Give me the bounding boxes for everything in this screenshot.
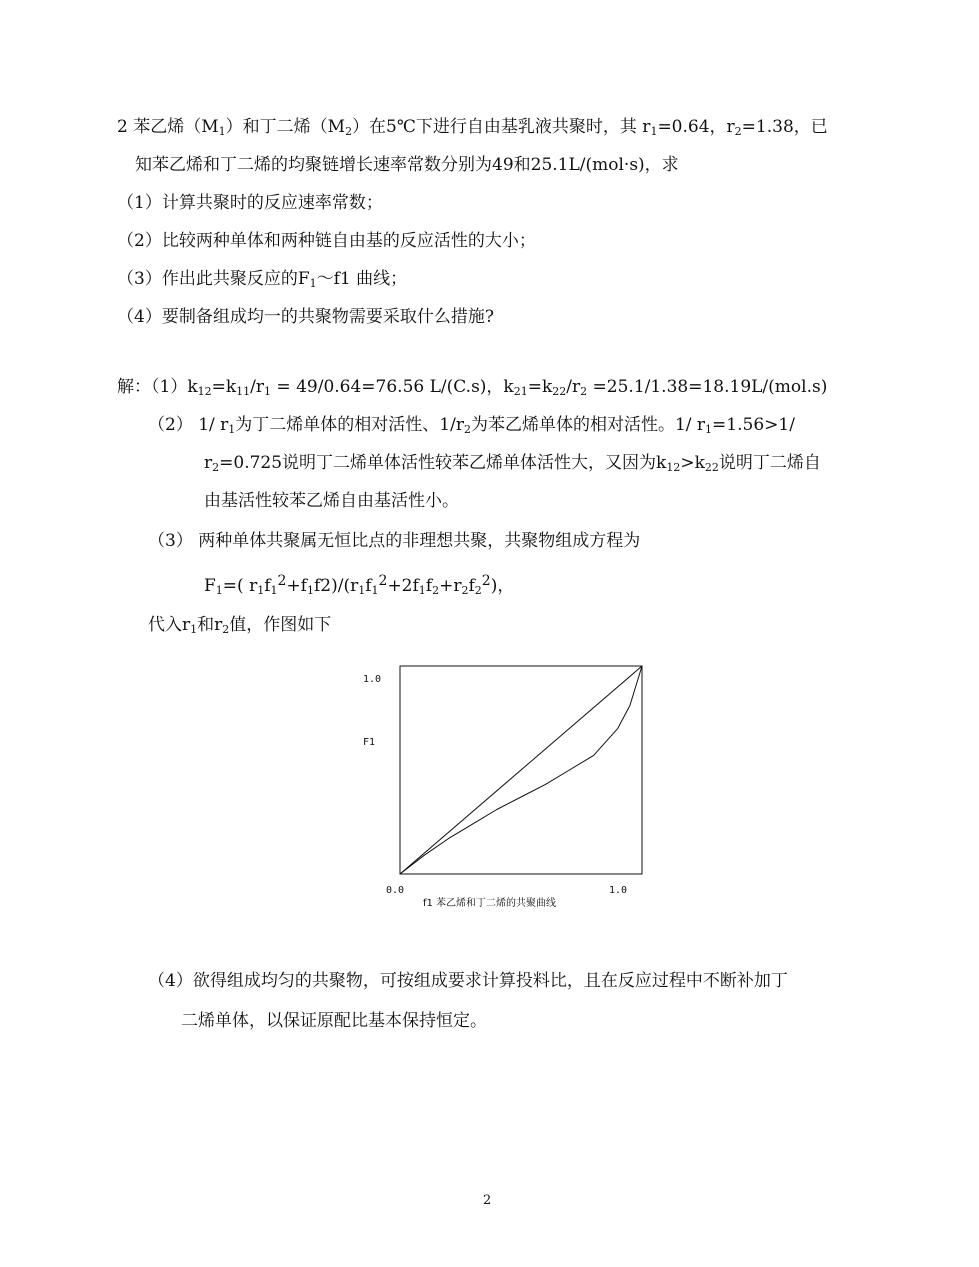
x-tick-label-end: 1.0 [609, 885, 628, 896]
plot-intro: 代入$r_1$和$r_2$值，作图如下 [148, 615, 332, 636]
answer-2-line-3: 由基活性较苯乙烯自由基活性小。 [204, 491, 459, 511]
y-tick-label-top: 1.0 [363, 674, 382, 685]
composition-equation: $F_1=$( $r_1f_1^2+f_1f2)/(r_1f_1^2+2f_1f_2+r_2f_2^2)$， [204, 573, 515, 597]
copolymer-composition-chart [355, 660, 655, 915]
question-1: （1）计算共聚时的反应速率常数； [117, 193, 383, 213]
question-4: （4）要制备组成均一的共聚物需要采取什么措施? [117, 307, 494, 327]
chart-caption: f1 苯乙烯和丁二烯的共聚曲线 [423, 898, 557, 909]
ideal-diagonal-line [400, 666, 642, 874]
question-2: （2）比较两种单体和两种链自由基的反应活性的大小； [117, 231, 536, 251]
answer-4-line-1: （4）欲得组成均匀的共聚物，可按组成要求计算投料比，且在反应过程中不断补加丁 [148, 971, 788, 991]
problem-line-2: 知苯乙烯和丁二烯的均聚链增长速率常数分别为49和25.1L/(mol·s)，求 [135, 155, 679, 175]
answer-1: 解：$(1)k_{12}=k_{11}/r_1 = 49/0.64=76.56$ L/(C.s)，$k_{21}=k_{22}/r_2 =25.1/1.38=18.19L/(mol.s)$ [117, 377, 828, 398]
series-layer [400, 666, 642, 874]
answer-2-line-1: （2） 1/ $r_1$为丁二烯单体的相对活性、$1/r_2$为苯乙烯单体的相对活性。1/ $r_1=1.56>1/$ [148, 415, 795, 436]
answer-2-line-2: $r_2=0.725$说明丁二烯单体活性较苯乙烯单体活性大，又因为$k_{12}>k_{22}$说明丁二烯自 [204, 453, 821, 474]
y-axis-label: F1 [363, 737, 376, 748]
problem-line-1: 2 苯乙烯$(M_1)$和丁二烯$(M_2)$在5℃下进行自由基乳液共聚时，其 $r_1=0.64$，$r_2=1.38$，已 [117, 117, 828, 138]
page-number: 2 [483, 1193, 492, 1208]
x-tick-label-start: 0.0 [386, 885, 405, 896]
answer-3-intro: （3） 两种单体共聚属无恒比点的非理想共聚，共聚物组成方程为 [148, 531, 641, 551]
question-3: （3）作出此共聚反应的$F_1\sim f1$ 曲线； [117, 269, 408, 290]
answer-4-line-2: 二烯单体，以保证原配比基本保持恒定。 [181, 1011, 487, 1031]
